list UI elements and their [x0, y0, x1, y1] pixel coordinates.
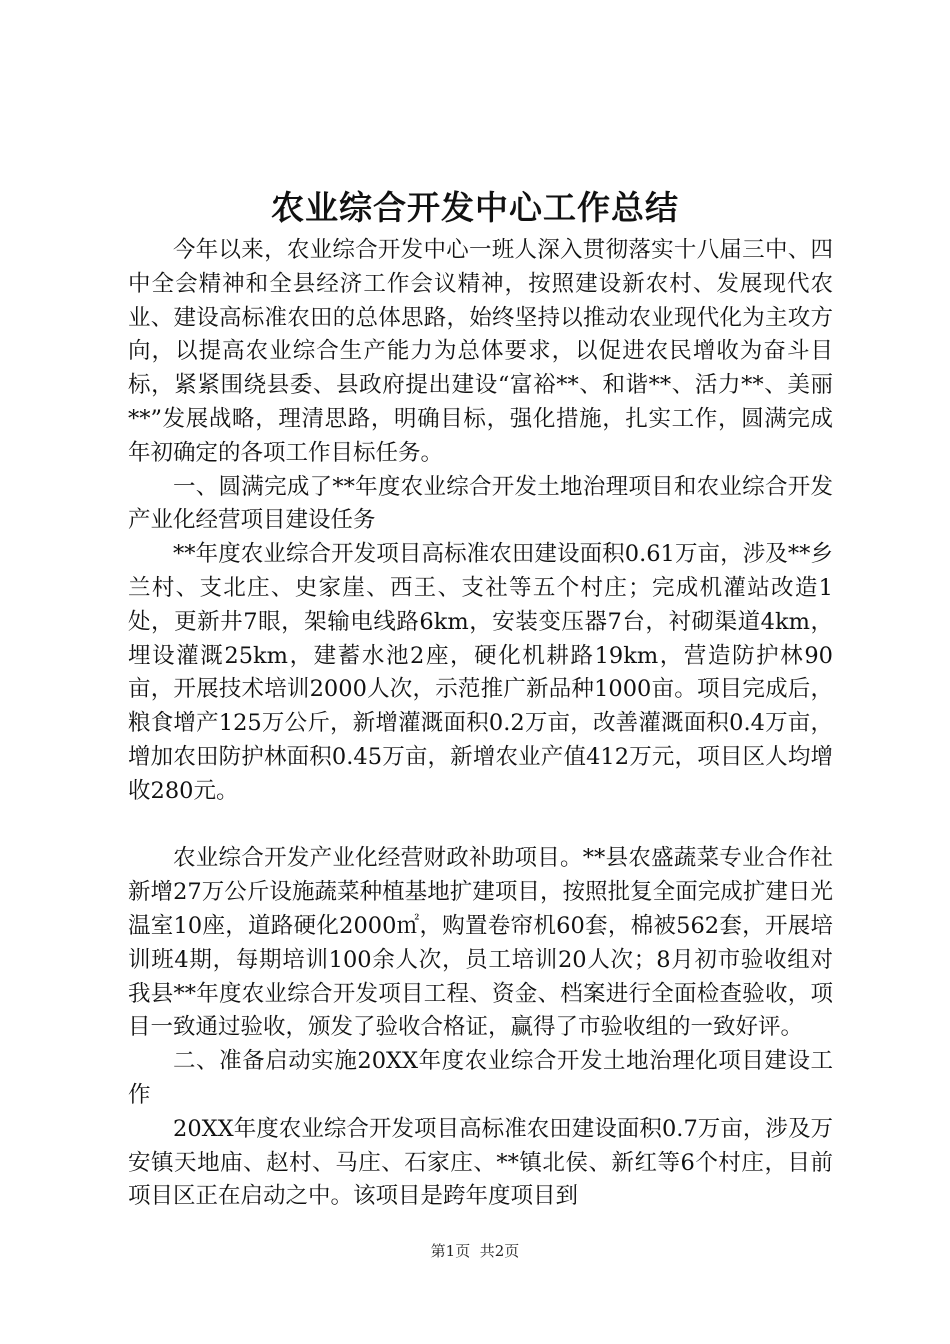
paragraph-gap — [128, 809, 833, 843]
document-title: 农业综合开发中心工作总结 — [271, 188, 679, 227]
next-year-paragraph: 20XX年度农业综合开发项目高标准农田建设面积0.7万亩，涉及万安镇天地庙、赵村、马庄、石家庄、**镇北侯、新红等6个村庄，目前项目区正在启动之中。该项目是跨年度项目到 — [128, 1115, 833, 1210]
section-heading-2: 二、准备启动实施20XX年度农业综合开发土地治理化项目建设工作 — [128, 1048, 833, 1108]
section-heading-1: 一、圆满完成了**年度农业综合开发土地治理项目和农业综合开发产业化经营项目建设任务 — [128, 473, 833, 534]
land-project-paragraph: **年度农业综合开发项目高标准农田建设面积0.61万亩，涉及**乡兰村、支北庄、史家崖、西王、支社等五个村庄；完成机灌站改造1处，更新井7眼，架输电线路6km，安装变压器7台，衬砌渠道4km，埋设灌溉25km，建蓄水池2座，硬化机耕路19km，营造防护林90亩，开展技术培训2000人次，示范推广新品种1000亩。项目完成后，粮食增产125万公斤，新增灌溉面积0.2万亩，改善灌溉面积0.4万亩，增加农田防护林面积0.45万亩，新增农业产值412万元，项目区人均增收280元。 — [128, 541, 833, 804]
industrialization-paragraph: 农业综合开发产业化经营财政补助项目。**县农盛蔬菜专业合作社新增27万公斤设施蔬菜种植基地扩建项目，按照批复全面完成扩建日光温室10座，道路硬化2000㎡，购置卷帘机60套，棉被562套，开展培训班4期，每期培训100余人次，员工培训20人次；8月初市验收组对我县**年度农业综合开发项目工程、资金、档案进行全面检查验收，项目一致通过验收，颁发了验收合格证，赢得了市验收组的一致好评。 — [128, 845, 833, 1041]
intro-paragraph: 今年以来，农业综合开发中心一班人深入贯彻落实十八届三中、四中全会精神和全县经济工作会议精神，按照建设新农村、发展现代农业、建设高标准农田的总体思路，始终坚持以推动农业现代化为主攻方向，以提高农业综合生产能力为总体要求，以促进农民增收为奋斗目标，紧紧围绕县委、县政府提出建设“富裕**、和谐**、活力**、美丽**”发展战略，理清思路，明确目标，强化措施，扎实工作，圆满完成年初确定的各项工作目标任务。 — [128, 237, 833, 466]
document-body — [128, 234, 833, 1214]
page-number: 第1页 — [430, 1242, 471, 1260]
page-total: 共2页 — [479, 1242, 520, 1260]
page-footer — [0, 1241, 950, 1261]
